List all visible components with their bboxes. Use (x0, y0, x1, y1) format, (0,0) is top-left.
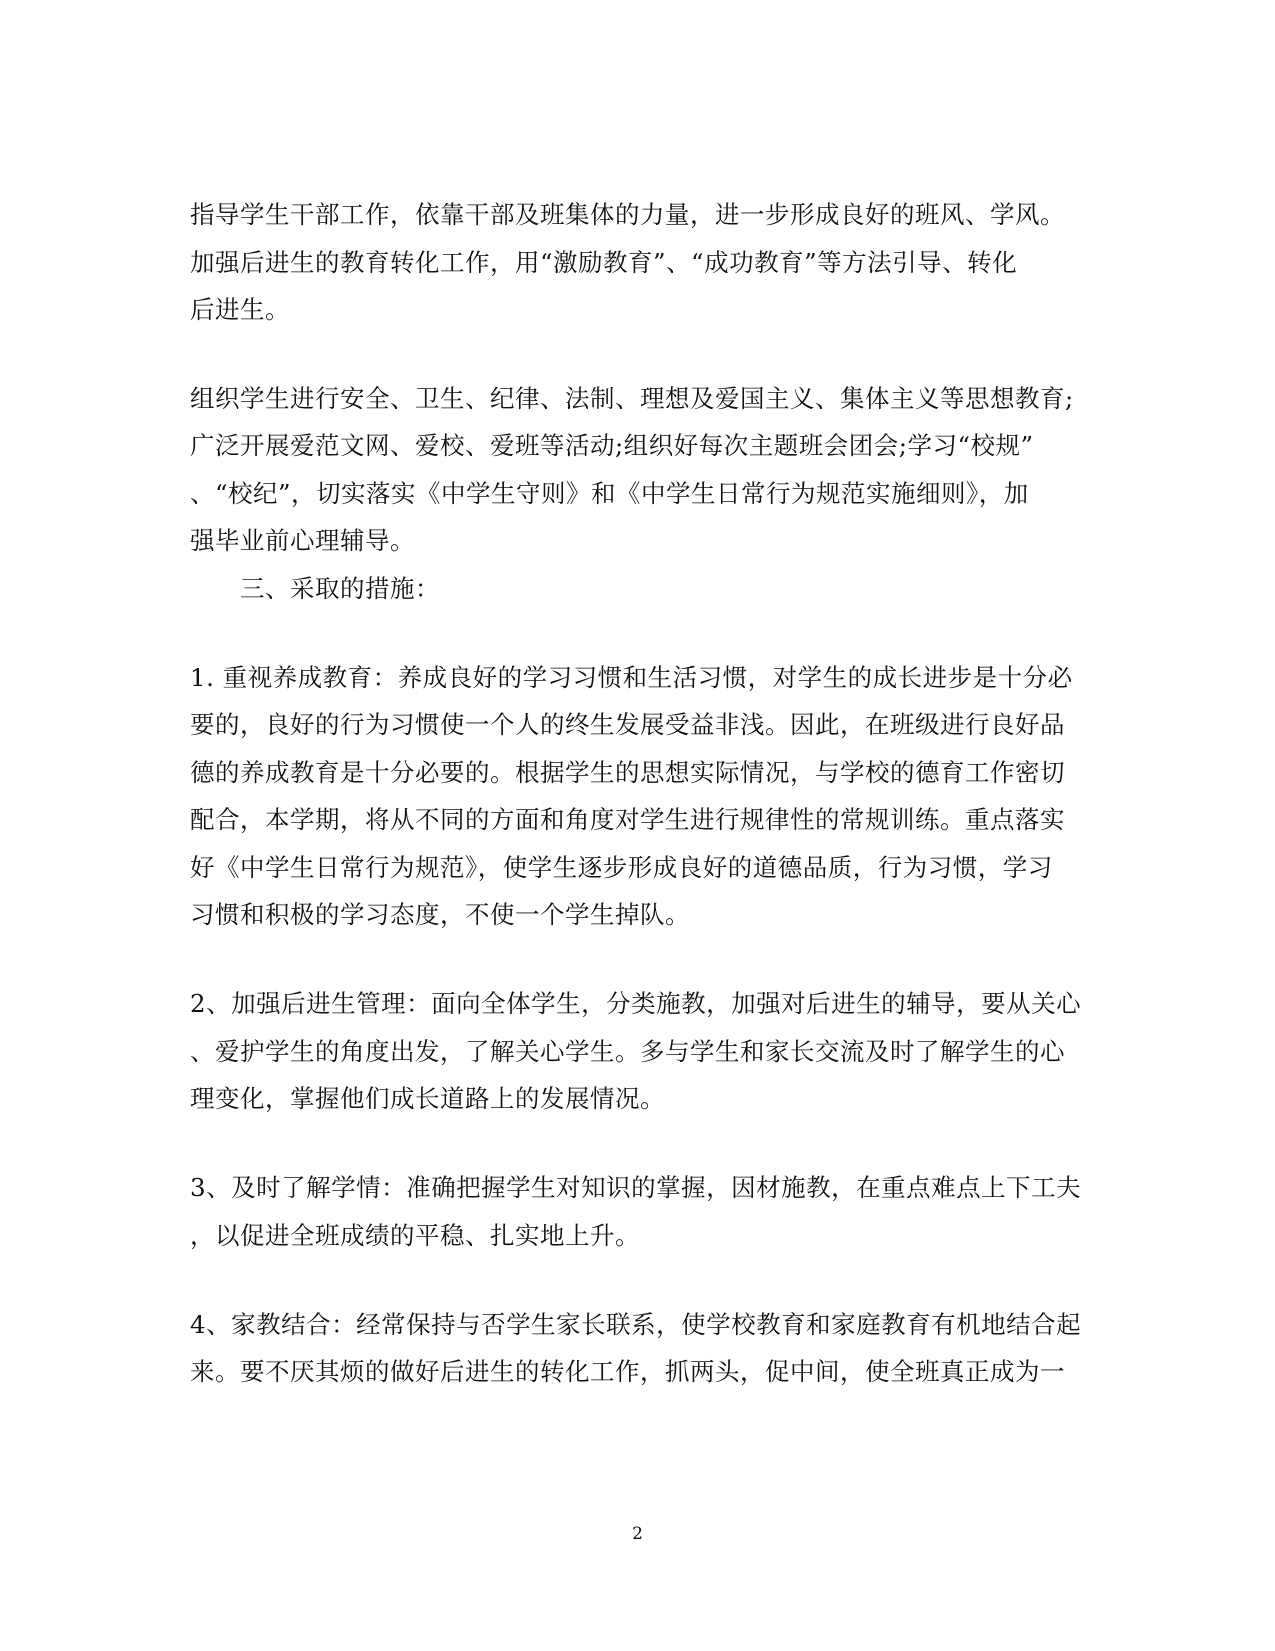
text-line: 1. 重视养成教育：养成良好的学习习惯和生活习惯，对学生的成长进步是十分必 (190, 663, 1073, 692)
text-line: 指导学生干部工作，依靠干部及班集体的力量，进一步形成良好的班风、学风。 (190, 200, 1065, 229)
text-line: 、爱护学生的角度出发，了解关心学生。多与学生和家长交流及时了解学生的心 (190, 1037, 1065, 1066)
text-line: 4、家教结合：经常保持与否学生家长联系，使学校教育和家庭教育有机地结合起 (190, 1310, 1082, 1339)
text-line: 德的养成教育是十分必要的。根据学生的思想实际情况，与学校的德育工作密切 (190, 758, 1065, 787)
text-line: ，以促进全班成绩的平稳、扎实地上升。 (190, 1221, 640, 1250)
text-line: 要的，良好的行为习惯使一个人的终生发展受益非浅。因此，在班级进行良好品 (190, 710, 1065, 739)
text-line: 、“校纪”，切实落实《中学生守则》和《中学生日常行为规范实施细则》，加 (190, 479, 1029, 508)
section-heading: 三、采取的措施： (240, 574, 440, 603)
text-line: 加强后进生的教育转化工作，用“激励教育”、“成功教育”等方法引导、转化 (190, 248, 1018, 277)
text-line: 理变化，掌握他们成长道路上的发展情况。 (190, 1084, 665, 1113)
text-line: 好《中学生日常行为规范》，使学生逐步形成良好的道德品质，行为习惯，学习 (190, 853, 1053, 882)
text-line: 广泛开展爱范文网、爱校、爱班等活动;组织好每次主题班会团会;学习“校规” (190, 431, 1034, 460)
text-line: 组织学生进行安全、卫生、纪律、法制、理想及爱国主义、集体主义等思想教育; (190, 384, 1074, 413)
text-line: 后进生。 (190, 295, 290, 324)
text-line: 2、加强后进生管理：面向全体学生，分类施教，加强对后进生的辅导，要从关心 (190, 989, 1082, 1018)
page-number: 2 (632, 1524, 643, 1544)
text-line: 配合，本学期，将从不同的方面和角度对学生进行规律性的常规训练。重点落实 (190, 805, 1065, 834)
text-line: 来。要不厌其烦的做好后进生的转化工作，抓两头，促中间，使全班真正成为一 (190, 1357, 1065, 1386)
text-line: 强毕业前心理辅导。 (190, 526, 415, 555)
text-line: 习惯和积极的学习态度，不使一个学生掉队。 (190, 900, 690, 929)
text-line: 3、及时了解学情：准确把握学生对知识的掌握，因材施教，在重点难点上下工夫 (190, 1173, 1082, 1202)
